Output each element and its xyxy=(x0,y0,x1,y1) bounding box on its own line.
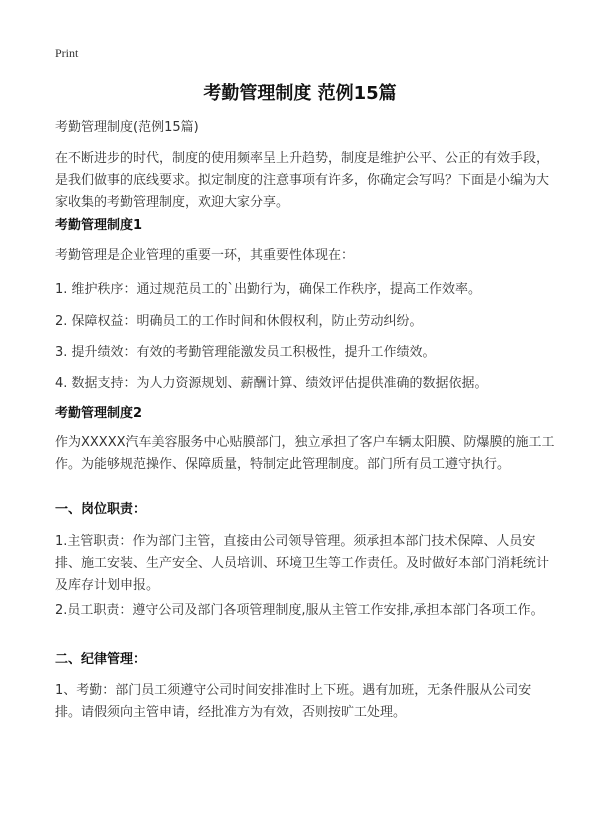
duty-item: 2.员工职责：遵守公司及部门各项管理制度,服从主管工作安排,承担本部门各项工作。 xyxy=(55,603,544,618)
subheading-discipline: 二、纪律管理： xyxy=(55,652,147,667)
section-heading-2: 考勤管理制度2 xyxy=(55,406,143,421)
section-heading-1: 考勤管理制度1 xyxy=(55,218,143,233)
page-title: 考勤管理制度 范例15篇 xyxy=(203,83,397,104)
section1-lead: 考勤管理是企业管理的重要一环，其重要性体现在： xyxy=(55,248,355,263)
intro-paragraph: 在不断进步的时代，制度的使用频率呈上升趋势，制度是维护公平、公正的有效手段，是我们做事的底线要求。拟定制度的注意事项有许多，你确定会写吗？下面是小编为大家收集的考勤管理制度，欢迎大家分享。 xyxy=(55,151,550,210)
rule-item: 1、考勤：部门员工须遵守公司时间安排准时上下班。遇有加班，无条件服从公司安排。请假须向主管申请，经批准方为有效，否则按旷工处理。 xyxy=(55,683,532,720)
list-item: 2. 保障权益：明确员工的工作时间和休假权利，防止劳动纠纷。 xyxy=(55,314,423,329)
subheading-duties: 一、岗位职责： xyxy=(55,502,147,517)
section2-paragraph: 作为XXXXX汽车美容服务中心贴膜部门，独立承担了客户车辆太阳膜、防爆膜的施工工作。为能够规范操作、保障质量，特制定此管理制度。部门所有员工遵守执行。 xyxy=(55,435,555,472)
duty-item: 1.主管职责：作为部门主管，直接由公司领导管理。须承担本部门技术保障、人员安排、施工安装、生产安全、人员培训、环境卫生等工作责任。及时做好本部门消耗统计及库存计划申报。 xyxy=(55,534,550,593)
print-link[interactable]: Print xyxy=(55,46,79,60)
list-item: 4. 数据支持：为人力资源规划、薪酬计算、绩效评估提供准确的数据依据。 xyxy=(55,376,488,391)
list-item: 1. 维护秩序：通过规范员工的`出勤行为，确保工作秩序，提高工作效率。 xyxy=(55,282,482,297)
intro-subtitle: 考勤管理制度(范例15篇) xyxy=(55,120,199,135)
list-item: 3. 提升绩效：有效的考勤管理能激发员工积极性，提升工作绩效。 xyxy=(55,345,436,360)
